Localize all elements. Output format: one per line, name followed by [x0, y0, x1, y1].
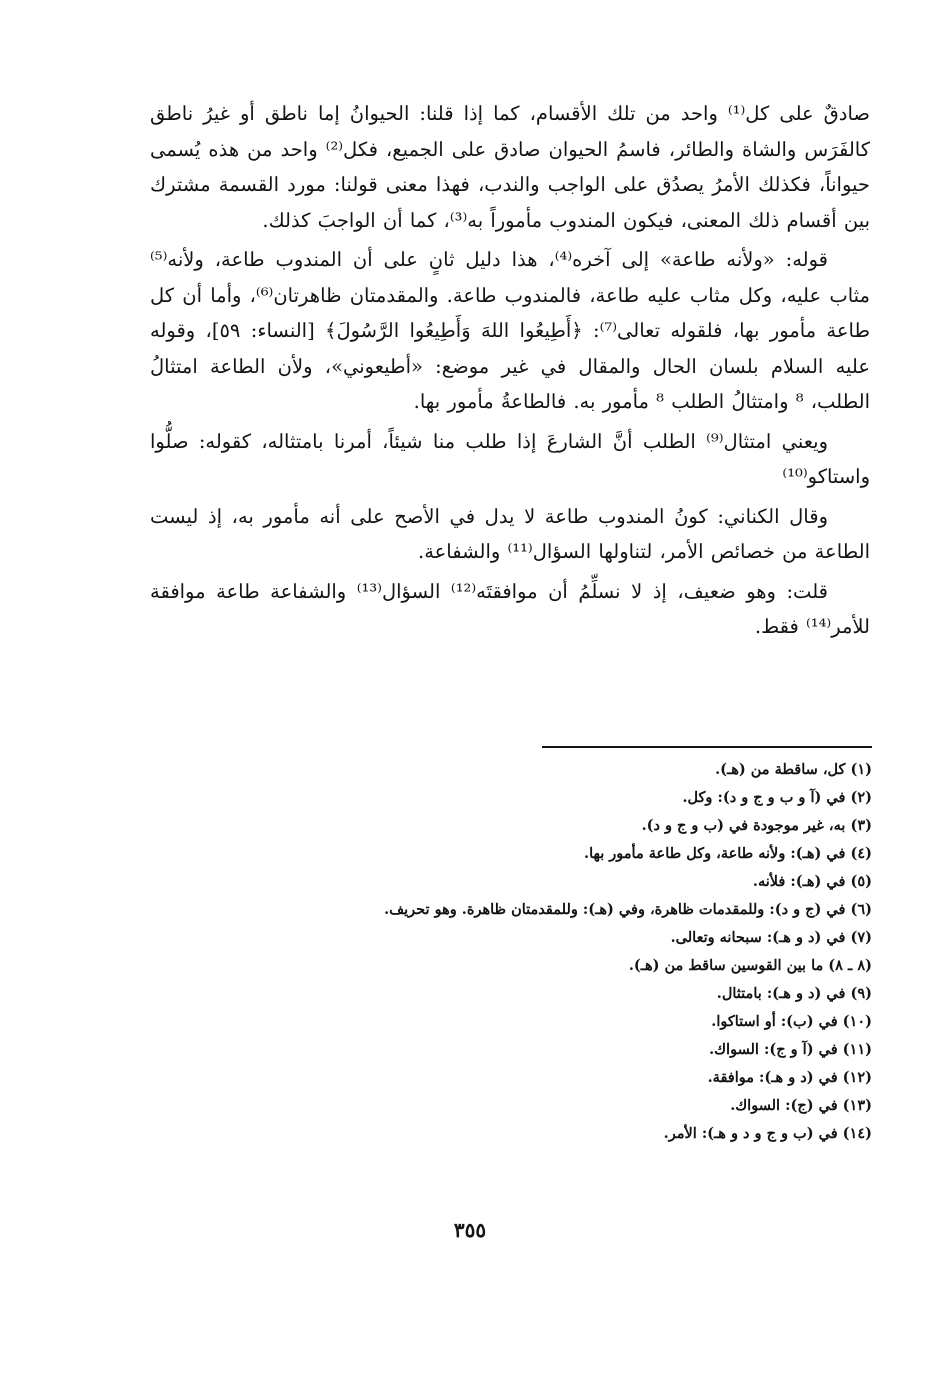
footnote-13: (١٣) في (ج): السواك. — [730, 1097, 872, 1114]
footnote-2: (٢) في (آ و ب و ج و د): وكل. — [682, 789, 872, 806]
footnote-9: (٩) في (د و هـ): بامتثال. — [716, 985, 872, 1002]
footnote-11: (١١) في (آ و ج): السواك. — [709, 1041, 872, 1058]
footnote-7: (٧) في (د و هـ): سبحانه وتعالى. — [670, 929, 872, 946]
footnote-6: (٦) في (ج و د): وللمقدمات ظاهرة، وفي (هـ): وللمقدمتان ظاهرة. وهو تحريف. — [384, 901, 872, 918]
footnote-5: (٥) في (هـ): فلأنه. — [752, 873, 872, 890]
paragraph-1: صادقٌ على كل⁽¹⁾ واحد من تلك الأقسام، كما إذا قلنا: الحيوانُ إما ناطق أو غيرُ ناطق كالفَرَس والشاة والطائر، فاسمُ الحيوان صادق على الجميع، فكل⁽²⁾ واحد من هذه يُسمى حيواناً، فكذلك الأمرُ يصدُق على الواجب والندب، فهذا معنى قولنا: مورد القسمة مشترك بين أقسام ذلك المعنى، فيكون المندوب مأموراً به⁽³⁾، كما أن الواجبَ كذلك. — [150, 102, 870, 232]
paragraph-4: وقال الكناني: كونُ المندوب طاعة لا يدل في الأصح على أنه مأمور به، إذ ليست الطاعة من خصائص الأمر، لتناولها السؤال⁽¹¹⁾ والشفاعة. — [150, 504, 870, 563]
footnote-12: (١٢) في (د و هـ): موافقة. — [707, 1069, 872, 1086]
paragraph-2: قوله: «ولأنه طاعة» إلى آخره⁽⁴⁾، هذا دليل ثانٍ على أن المندوب طاعة، ولأنه⁽⁵⁾ مثاب عليه، وكل مثاب عليه طاعة، فالمندوب طاعة. والمقدمتان ظاهرتان⁽⁶⁾، وأما أن كل طاعة مأمور بها، فلقوله تعالى⁽⁷⁾: ﴿أَطِيعُوا اللهَ وَأَطِيعُوا الرَّسُولَ﴾ [النساء: ٥٩]، وقوله عليه السلام بلسان الحال والمقال في غير موضع: «أطيعوني»، ولأن الطاعة امتثالُ الطلب، ⁸ وامتثالُ الطلب ⁸ مأمور به. فالطاعةُ مأمور بها. — [150, 248, 870, 413]
footnote-10: (١٠) في (ب): أو استاكوا. — [711, 1013, 872, 1030]
footnote-3: (٣) به، غير موجودة في (ب و ج و د). — [641, 817, 872, 834]
footnote-4: (٤) في (هـ): ولأنه طاعة، وكل طاعة مأمور بها. — [584, 845, 872, 862]
footnote-1: (١) كل، ساقطة من (هـ). — [715, 761, 872, 778]
footnotes-list — [150, 756, 872, 1148]
main-text — [150, 96, 870, 649]
paragraph-3: ويعني امتثال⁽⁹⁾ الطلب أنَّ الشارعَ إذا طلب منا شيئاً، أمرنا بامتثاله، كقوله: صلُّوا واستاكو⁽¹⁰⁾ — [150, 429, 870, 488]
page-number: ٣٥٥ — [453, 1218, 487, 1242]
footnote-divider — [542, 746, 872, 748]
footnote-8: (٨ ـ ٨) ما بين القوسين ساقط من (هـ). — [628, 957, 872, 974]
footnote-14: (١٤) في (ب و ج و د و هـ): الأمر. — [663, 1125, 872, 1142]
paragraph-5: قلت: وهو ضعيف، إذ لا نسلِّمُ أن موافقتَه⁽¹²⁾ السؤال⁽¹³⁾ والشفاعة طاعة موافقة للأمر⁽¹⁴⁾ فقط. — [150, 579, 870, 638]
